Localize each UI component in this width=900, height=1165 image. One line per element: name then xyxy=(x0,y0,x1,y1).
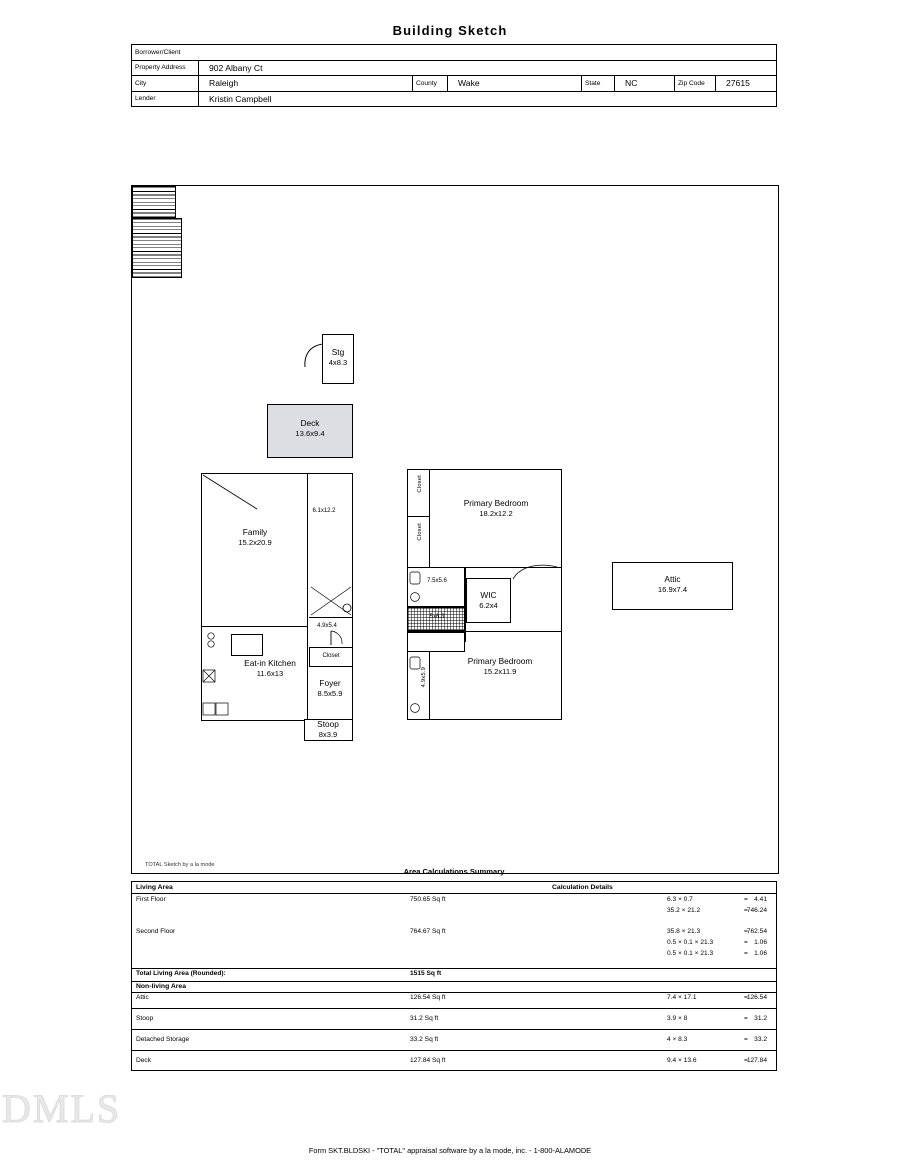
table-row xyxy=(132,60,777,76)
table-row: Attic 126.54 Sq ft 7.4 × 17.1 = 126.54 xyxy=(136,994,767,1001)
lower-bedroom-vertical-dimension: 4.9x5.9 xyxy=(421,667,427,688)
closet-first-floor-label: Closet xyxy=(322,653,340,659)
closet-lower-label: Closet xyxy=(417,523,423,541)
family-slider-door-icon xyxy=(201,473,261,513)
closet-second-floor xyxy=(407,632,465,652)
room-storage-label: Stg 4x8.3 xyxy=(328,347,348,367)
room-primary-bedroom-upper-label: Primary Bedroom 18.2x12.2 xyxy=(463,498,529,518)
zip-value: 27615 xyxy=(716,76,777,92)
calc-divider xyxy=(132,968,776,969)
bathtub-icon xyxy=(409,571,421,585)
property-address-value: 902 Albany Ct xyxy=(199,60,777,76)
room-wic-label: WIC 6.2x4 xyxy=(479,590,498,610)
room-foyer-label: Foyer 8.5x5.9 xyxy=(317,678,343,698)
toilet-icon xyxy=(409,590,421,604)
first-floor-stairs xyxy=(132,186,176,218)
stairs-bottom-edge xyxy=(309,617,353,618)
table-row: Stoop 31.2 Sq ft 3.9 × 8 = 31.2 xyxy=(136,1015,767,1022)
calc-header-row xyxy=(132,882,776,894)
table-row: First Floor 750.65 Sq ft 6.3 × 0.7 = 4.41 xyxy=(136,896,767,903)
room-primary-bedroom-lower-label: Primary Bedroom 15.2x11.9 xyxy=(467,656,533,676)
lower-toilet-icon xyxy=(409,701,421,715)
city-label: City xyxy=(132,76,199,92)
closet-split-line xyxy=(407,516,430,517)
watermark: DMLS xyxy=(2,1086,122,1131)
stairs-direction-icon xyxy=(309,585,353,617)
calc-divider xyxy=(132,1050,776,1051)
room-attic-label: Attic 16.9x7.4 xyxy=(657,574,688,594)
building-sketch-canvas xyxy=(131,185,779,874)
calc-living-area-header: Living Area xyxy=(136,883,173,891)
calc-divider xyxy=(132,1029,776,1030)
calc-details-header: Calculation Details xyxy=(552,883,613,891)
table-row xyxy=(132,91,777,107)
table-row: Deck 127.84 Sq ft 9.4 × 13.6 = 127.84 xyxy=(136,1057,767,1064)
form-footer: Form SKT.BLDSKI - "TOTAL" appraisal software by a la mode, inc. - 1-800-ALAMODE xyxy=(308,1146,592,1155)
page-title: Building Sketch xyxy=(392,23,508,38)
storage-door-icon xyxy=(302,343,326,369)
table-row xyxy=(132,76,777,92)
calc-divider xyxy=(132,1008,776,1009)
room-kitchen-label: Eat-in Kitchen 11.6x13 xyxy=(244,658,296,678)
table-row: 35.2 × 21.2 = 746.24 xyxy=(667,907,767,914)
lender-value: Kristin Campbell xyxy=(199,91,777,107)
table-row xyxy=(132,45,777,61)
property-address-label: Property Address xyxy=(132,60,199,76)
second-floor-stairs-direction-icon xyxy=(511,561,561,583)
kitchen-cabinets-icon xyxy=(202,702,230,716)
lender-label: Lender xyxy=(132,91,199,107)
sketch-credit: TOTAL Sketch by a la mode xyxy=(145,862,215,868)
county-value: Wake xyxy=(448,76,582,92)
kitchen-divider-horizontal xyxy=(201,626,308,627)
table-row: 0.5 × 0.1 × 21.3 = 1.06 xyxy=(667,950,767,957)
kitchen-sink-icon xyxy=(206,631,222,649)
nonliving-label: Non-living Area xyxy=(136,982,186,990)
table-row: Detached Storage 33.2 Sq ft 4 × 8.3 = 33.2 xyxy=(136,1036,767,1043)
area-calculations-title: Area Calculations Summary xyxy=(403,867,505,876)
zip-label: Zip Code xyxy=(675,76,716,92)
lower-bath-fixture-icon xyxy=(409,656,421,670)
room-family-label: Family 15.2x20.9 xyxy=(238,527,272,547)
foyer-door-icon xyxy=(328,629,344,647)
table-row: Second Floor 764.67 Sq ft 35.8 × 21.3 = 762.54 xyxy=(136,928,767,935)
city-value: Raleigh xyxy=(199,76,413,92)
closet-upper-label: Closet xyxy=(417,475,423,493)
room-deck-label: Deck 13.6x9.4 xyxy=(295,418,325,438)
property-header-table xyxy=(131,44,777,107)
borrower-client-label: Borrower/Client xyxy=(132,45,777,61)
county-label: County xyxy=(413,76,448,92)
second-floor-stairs xyxy=(132,218,182,278)
laundry-dimension: 5x6.3 xyxy=(429,614,445,620)
kitchen-range-icon xyxy=(202,669,216,683)
bathroom-dimension: 7.5x5.6 xyxy=(427,578,447,584)
room-stoop-label: Stoop 8x3.9 xyxy=(317,719,339,739)
kitchen-island xyxy=(231,634,263,656)
second-floor-closet-divider xyxy=(429,469,430,567)
hall-dimension: 4.9x5.4 xyxy=(317,623,337,629)
lower-closet-divider xyxy=(429,652,430,720)
total-living-area-row: Total Living Area (Rounded): 1515 Sq ft xyxy=(136,970,442,977)
nonliving-band xyxy=(132,981,776,993)
area-calculations-table xyxy=(131,881,777,1071)
state-label: State xyxy=(582,76,615,92)
family-right-dimension: 6.1x12.2 xyxy=(312,508,336,514)
table-row: 0.5 × 0.1 × 21.3 = 1.06 xyxy=(667,939,767,946)
state-value: NC xyxy=(615,76,675,92)
